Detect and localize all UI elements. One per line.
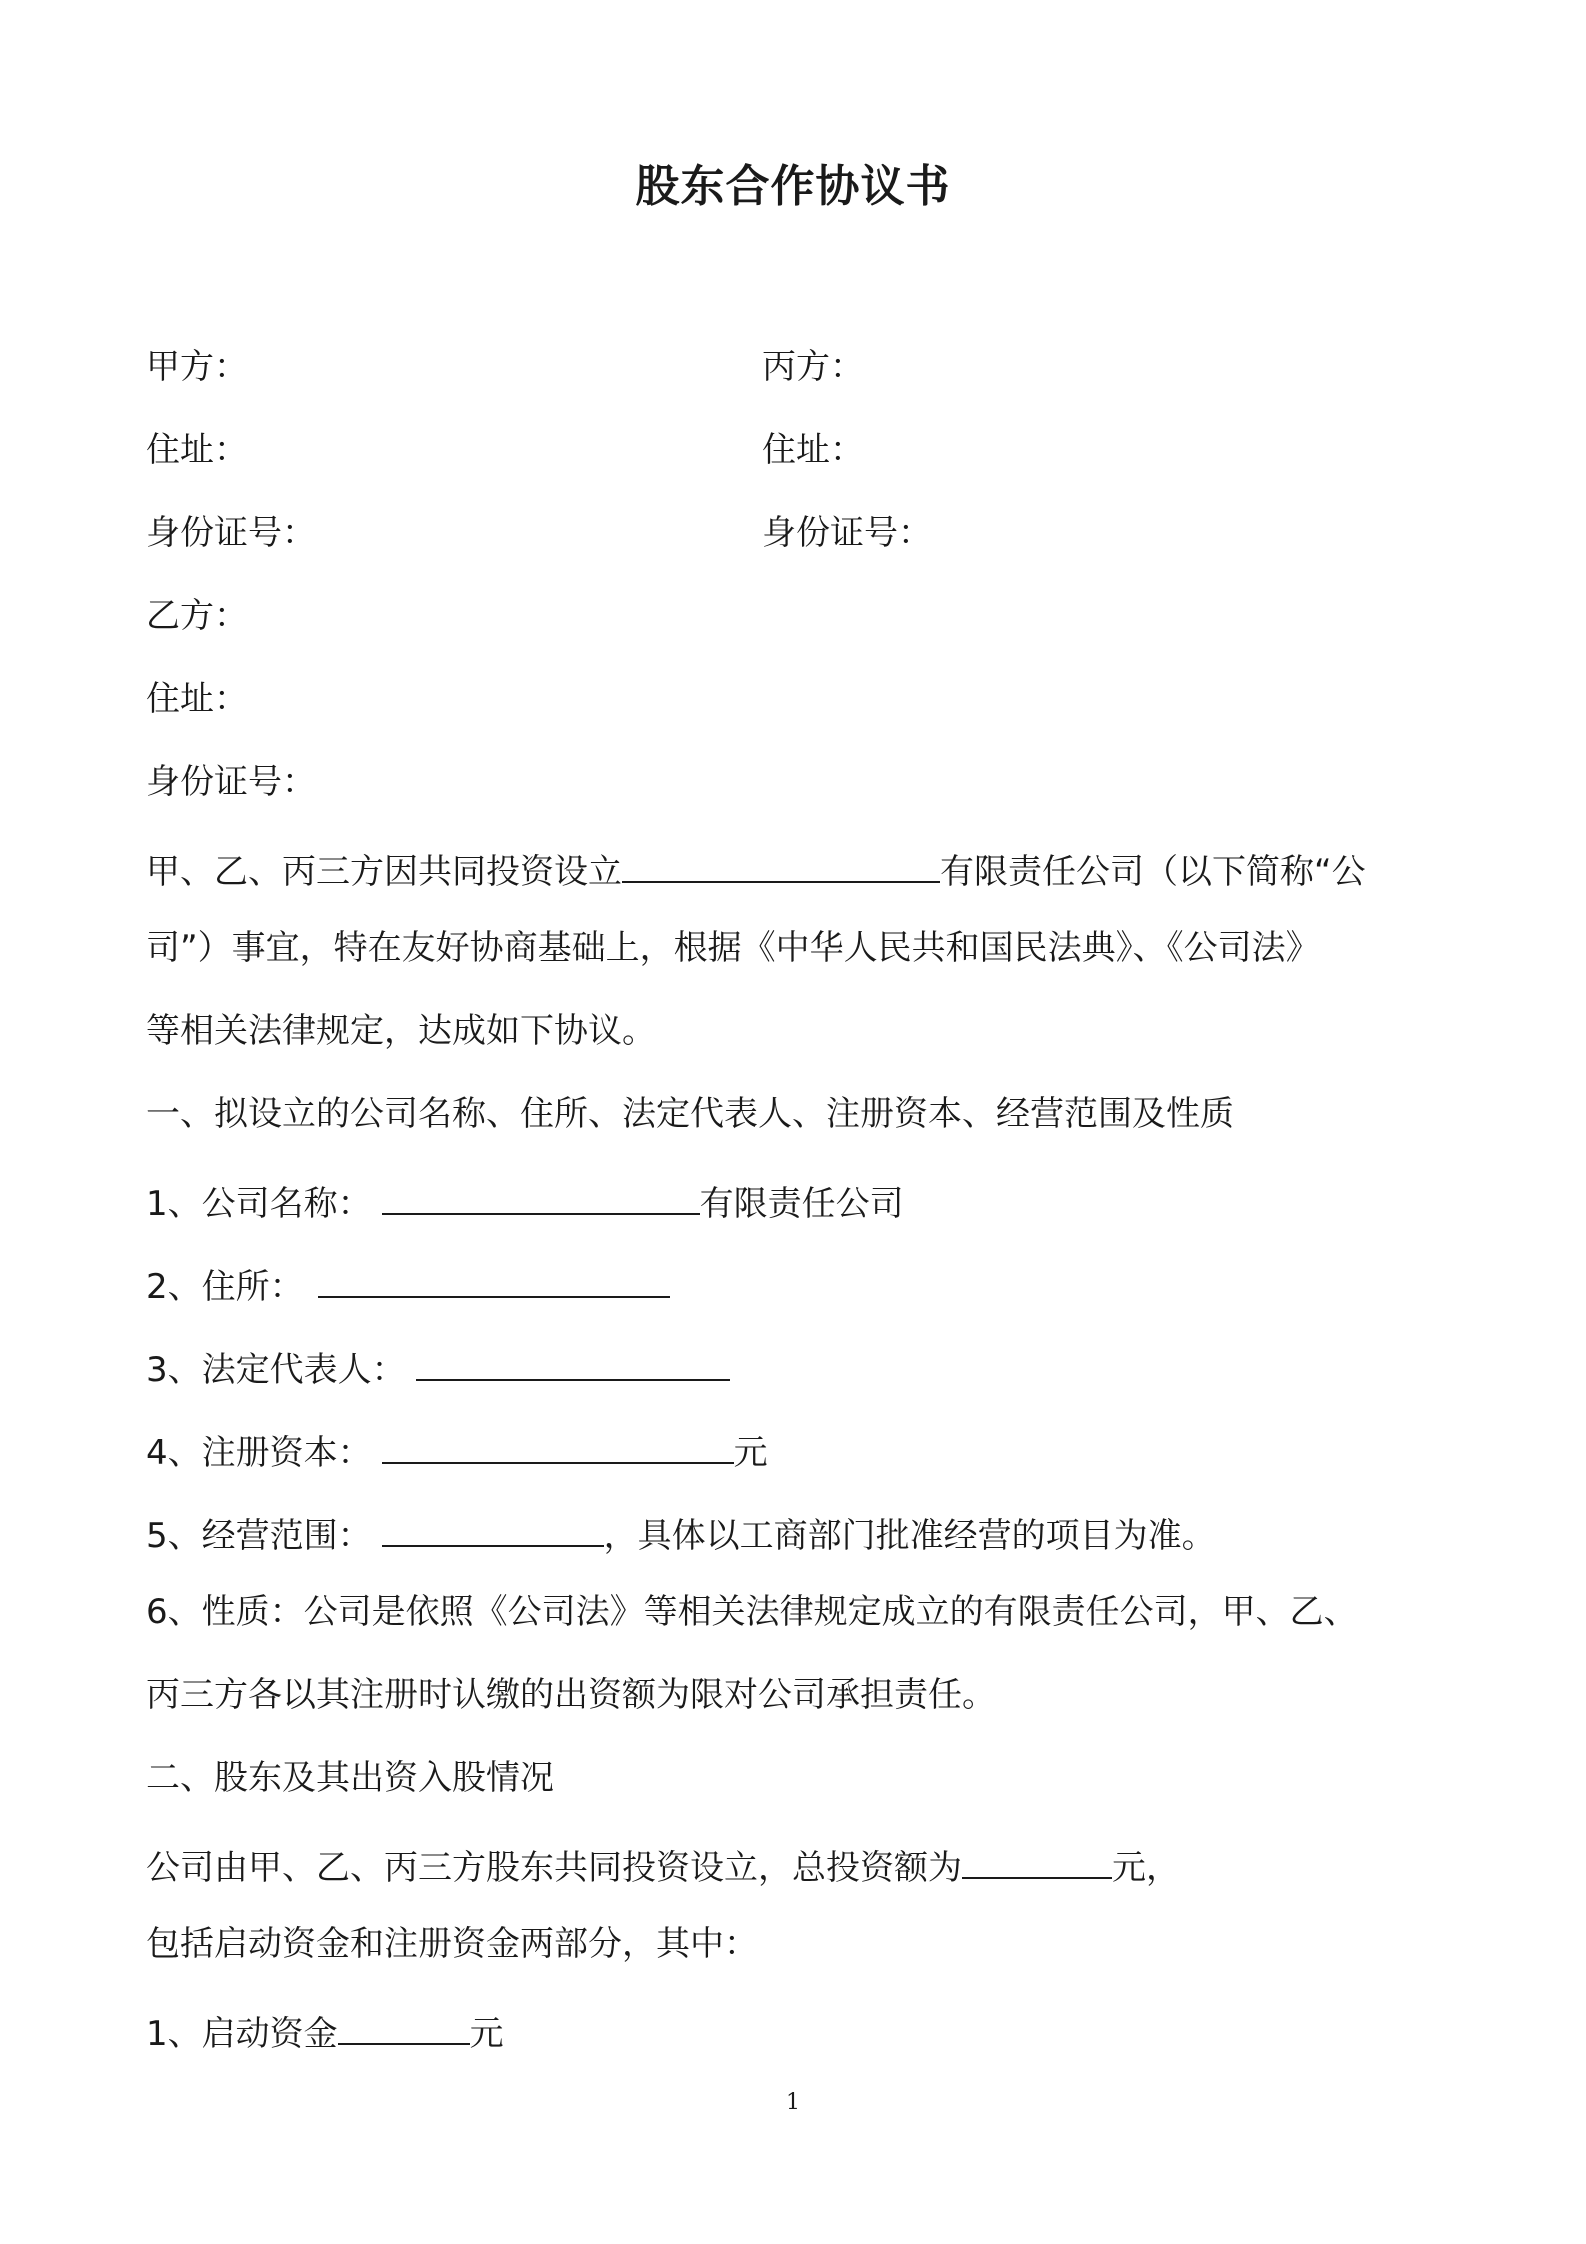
- business-scope-suffix: ，具体以工商部门批准经营的项目为准。: [603, 1516, 1216, 1556]
- section-2-line-2: 包括启动资金和注册资金两部分，其中：: [146, 1924, 758, 1964]
- business-scope-blank: [382, 1507, 604, 1547]
- party-b-label: 乙方：: [146, 596, 248, 636]
- section-2-heading: 二、股东及其出资入股情况: [146, 1758, 554, 1798]
- intro-line-1-post: 有限责任公司（以下简称“公: [940, 852, 1366, 892]
- party-b-address-label: 住址：: [146, 679, 248, 719]
- page-number: 1: [786, 2090, 800, 2115]
- party-a-address-label: 住址：: [146, 430, 248, 470]
- party-c-label: 丙方：: [762, 347, 864, 387]
- address-label: 2、住所：: [146, 1267, 304, 1307]
- company-name-label: 1、公司名称：: [146, 1184, 372, 1224]
- section-1-item-1: [146, 1175, 904, 1226]
- section-1-item-5: [146, 1507, 1216, 1558]
- section-1-heading: 一、拟设立的公司名称、住所、法定代表人、注册资本、经营范围及性质: [146, 1094, 1234, 1134]
- intro-line-1: [146, 843, 1366, 894]
- intro-line-3: 等相关法律规定，达成如下协议。: [146, 1011, 656, 1051]
- section-1-item-3: [146, 1341, 730, 1392]
- total-investment-blank: [962, 1839, 1112, 1879]
- intro-line-1-pre: 甲、乙、丙三方因共同投资设立: [146, 852, 622, 892]
- party-c-id-label: 身份证号：: [762, 513, 932, 553]
- startup-capital-unit: 元: [469, 2014, 504, 2054]
- party-b-id-label: 身份证号：: [146, 762, 316, 802]
- legal-representative-label: 3、法定代表人：: [146, 1350, 406, 1390]
- registered-capital-blank: [382, 1424, 734, 1464]
- total-investment-text: 公司由甲、乙、丙三方股东共同投资设立，总投资额为: [146, 1848, 962, 1888]
- address-blank: [318, 1258, 670, 1298]
- registered-capital-unit: 元: [733, 1433, 768, 1473]
- section-1-item-6-line-1: 6、性质：公司是依照《公司法》等相关法律规定成立的有限责任公司，甲、乙、: [146, 1592, 1358, 1632]
- company-name-suffix: 有限责任公司: [699, 1184, 904, 1224]
- company-name-field-blank: [382, 1175, 700, 1215]
- startup-capital-label: 1、启动资金: [146, 2014, 338, 2054]
- company-name-blank: [622, 843, 940, 883]
- party-a-id-label: 身份证号：: [146, 513, 316, 553]
- section-2-item-1: [146, 2005, 504, 2056]
- section-1-item-2: [146, 1258, 670, 1309]
- section-2-line-1: [146, 1839, 1180, 1890]
- startup-capital-blank: [338, 2005, 470, 2045]
- section-1-item-4: [146, 1424, 768, 1475]
- page-title: 股东合作协议书: [635, 161, 951, 212]
- registered-capital-label: 4、注册资本：: [146, 1433, 372, 1473]
- section-1-item-6-line-2: 丙三方各以其注册时认缴的出资额为限对公司承担责任。: [146, 1675, 996, 1715]
- legal-representative-blank: [416, 1341, 730, 1381]
- party-c-address-label: 住址：: [762, 430, 864, 470]
- total-investment-unit: 元，: [1112, 1848, 1180, 1888]
- party-a-label: 甲方：: [146, 347, 248, 387]
- business-scope-label: 5、经营范围：: [146, 1516, 372, 1556]
- intro-line-2: 司”）事宜，特在友好协商基础上，根据《中华人民共和国民法典》、《公司法》: [146, 928, 1320, 968]
